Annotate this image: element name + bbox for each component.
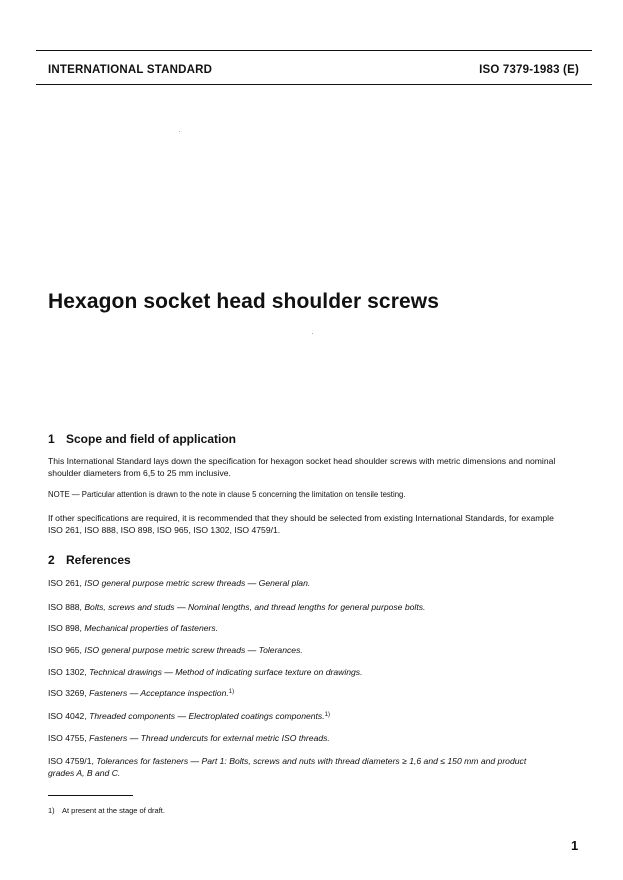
reference-id: ISO 261, — [48, 578, 82, 588]
other-specs-paragraph — [48, 512, 588, 536]
document-title: Hexagon socket head shoulder screws — [48, 290, 439, 313]
reference-item — [48, 710, 588, 722]
reference-item — [48, 644, 588, 656]
scope-line-2: shoulder diameters from 6,5 to 25 mm inclusive. — [48, 468, 231, 478]
section-2-title: References — [66, 553, 131, 567]
scope-paragraph — [48, 455, 588, 479]
footnote-text: At present at the stage of draft. — [62, 806, 165, 815]
reference-id: ISO 888, — [48, 602, 82, 612]
reference-title: Bolts, screws and studs — Nominal lengths, and thread lengths for general purpose bolts. — [84, 602, 426, 612]
header-top-rule — [36, 50, 592, 51]
reference-item — [48, 601, 588, 613]
header-bottom-rule — [36, 84, 592, 85]
page-number: 1 — [571, 838, 579, 853]
other-specs-line-1: If other specifications are required, it is recommended that they should be selected from existing International Standards, for example — [48, 513, 554, 523]
reference-id: ISO 1302, — [48, 667, 87, 677]
reference-title: Mechanical properties of fasteners. — [84, 623, 219, 633]
reference-item — [48, 577, 588, 589]
reference-id: ISO 965, — [48, 645, 82, 655]
reference-title: Threaded components — Electroplated coatings components. — [89, 711, 325, 721]
reference-title: ISO general purpose metric screw threads — Tolerances. — [84, 645, 303, 655]
footnote-rule — [48, 795, 133, 796]
reference-item — [48, 755, 588, 779]
reference-item — [48, 622, 588, 634]
other-specs-line-2: ISO 261, ISO 888, ISO 898, ISO 965, ISO 1302, ISO 4759/1. — [48, 525, 281, 535]
reference-title: Technical drawings — Method of indicating surface texture on drawings. — [89, 667, 363, 677]
reference-id: ISO 3269, — [48, 688, 87, 698]
scan-speck — [179, 131, 180, 132]
footnote-marker: 1) — [228, 689, 235, 695]
reference-item — [48, 732, 588, 744]
reference-id: ISO 4042, — [48, 711, 87, 721]
reference-title: Fasteners — Thread undercuts for external metric ISO threads. — [89, 733, 330, 743]
reference-item — [48, 666, 588, 678]
section-1-number: 1 — [48, 432, 55, 446]
reference-id: ISO 898, — [48, 623, 82, 633]
footnote-number: 1) — [48, 806, 55, 815]
header-iso-number: ISO 7379-1983 (E) — [479, 64, 579, 76]
section-1-title: Scope and field of application — [66, 432, 237, 446]
reference-title: Tolerances for fasteners — Part 1: Bolts, screws and nuts with thread diameters ≥ 1,6 and ≤ 150 mm and product — [96, 756, 527, 766]
scan-speck — [312, 333, 313, 334]
reference-title: Fasteners — Acceptance inspection. — [89, 688, 229, 698]
reference-id: ISO 4759/1, — [48, 756, 94, 766]
reference-id: ISO 4755, — [48, 733, 87, 743]
section-2-number: 2 — [48, 553, 55, 567]
section-1-heading — [48, 432, 236, 446]
reference-title-continued: grades A, B and C. — [48, 768, 121, 778]
footnote — [48, 806, 165, 815]
reference-title: ISO general purpose metric screw threads — General plan. — [84, 578, 311, 588]
section-2-heading — [48, 553, 131, 567]
header-standard-label: INTERNATIONAL STANDARD — [48, 64, 213, 76]
reference-item — [48, 687, 588, 699]
scope-note: NOTE — Particular attention is drawn to the note in clause 5 concerning the limitation on tensile testing. — [48, 490, 406, 499]
footnote-marker: 1) — [324, 712, 330, 718]
scope-line-1: This International Standard lays down the specification for hexagon socket head shoulder screws with metric dimensions and nominal — [48, 456, 556, 466]
